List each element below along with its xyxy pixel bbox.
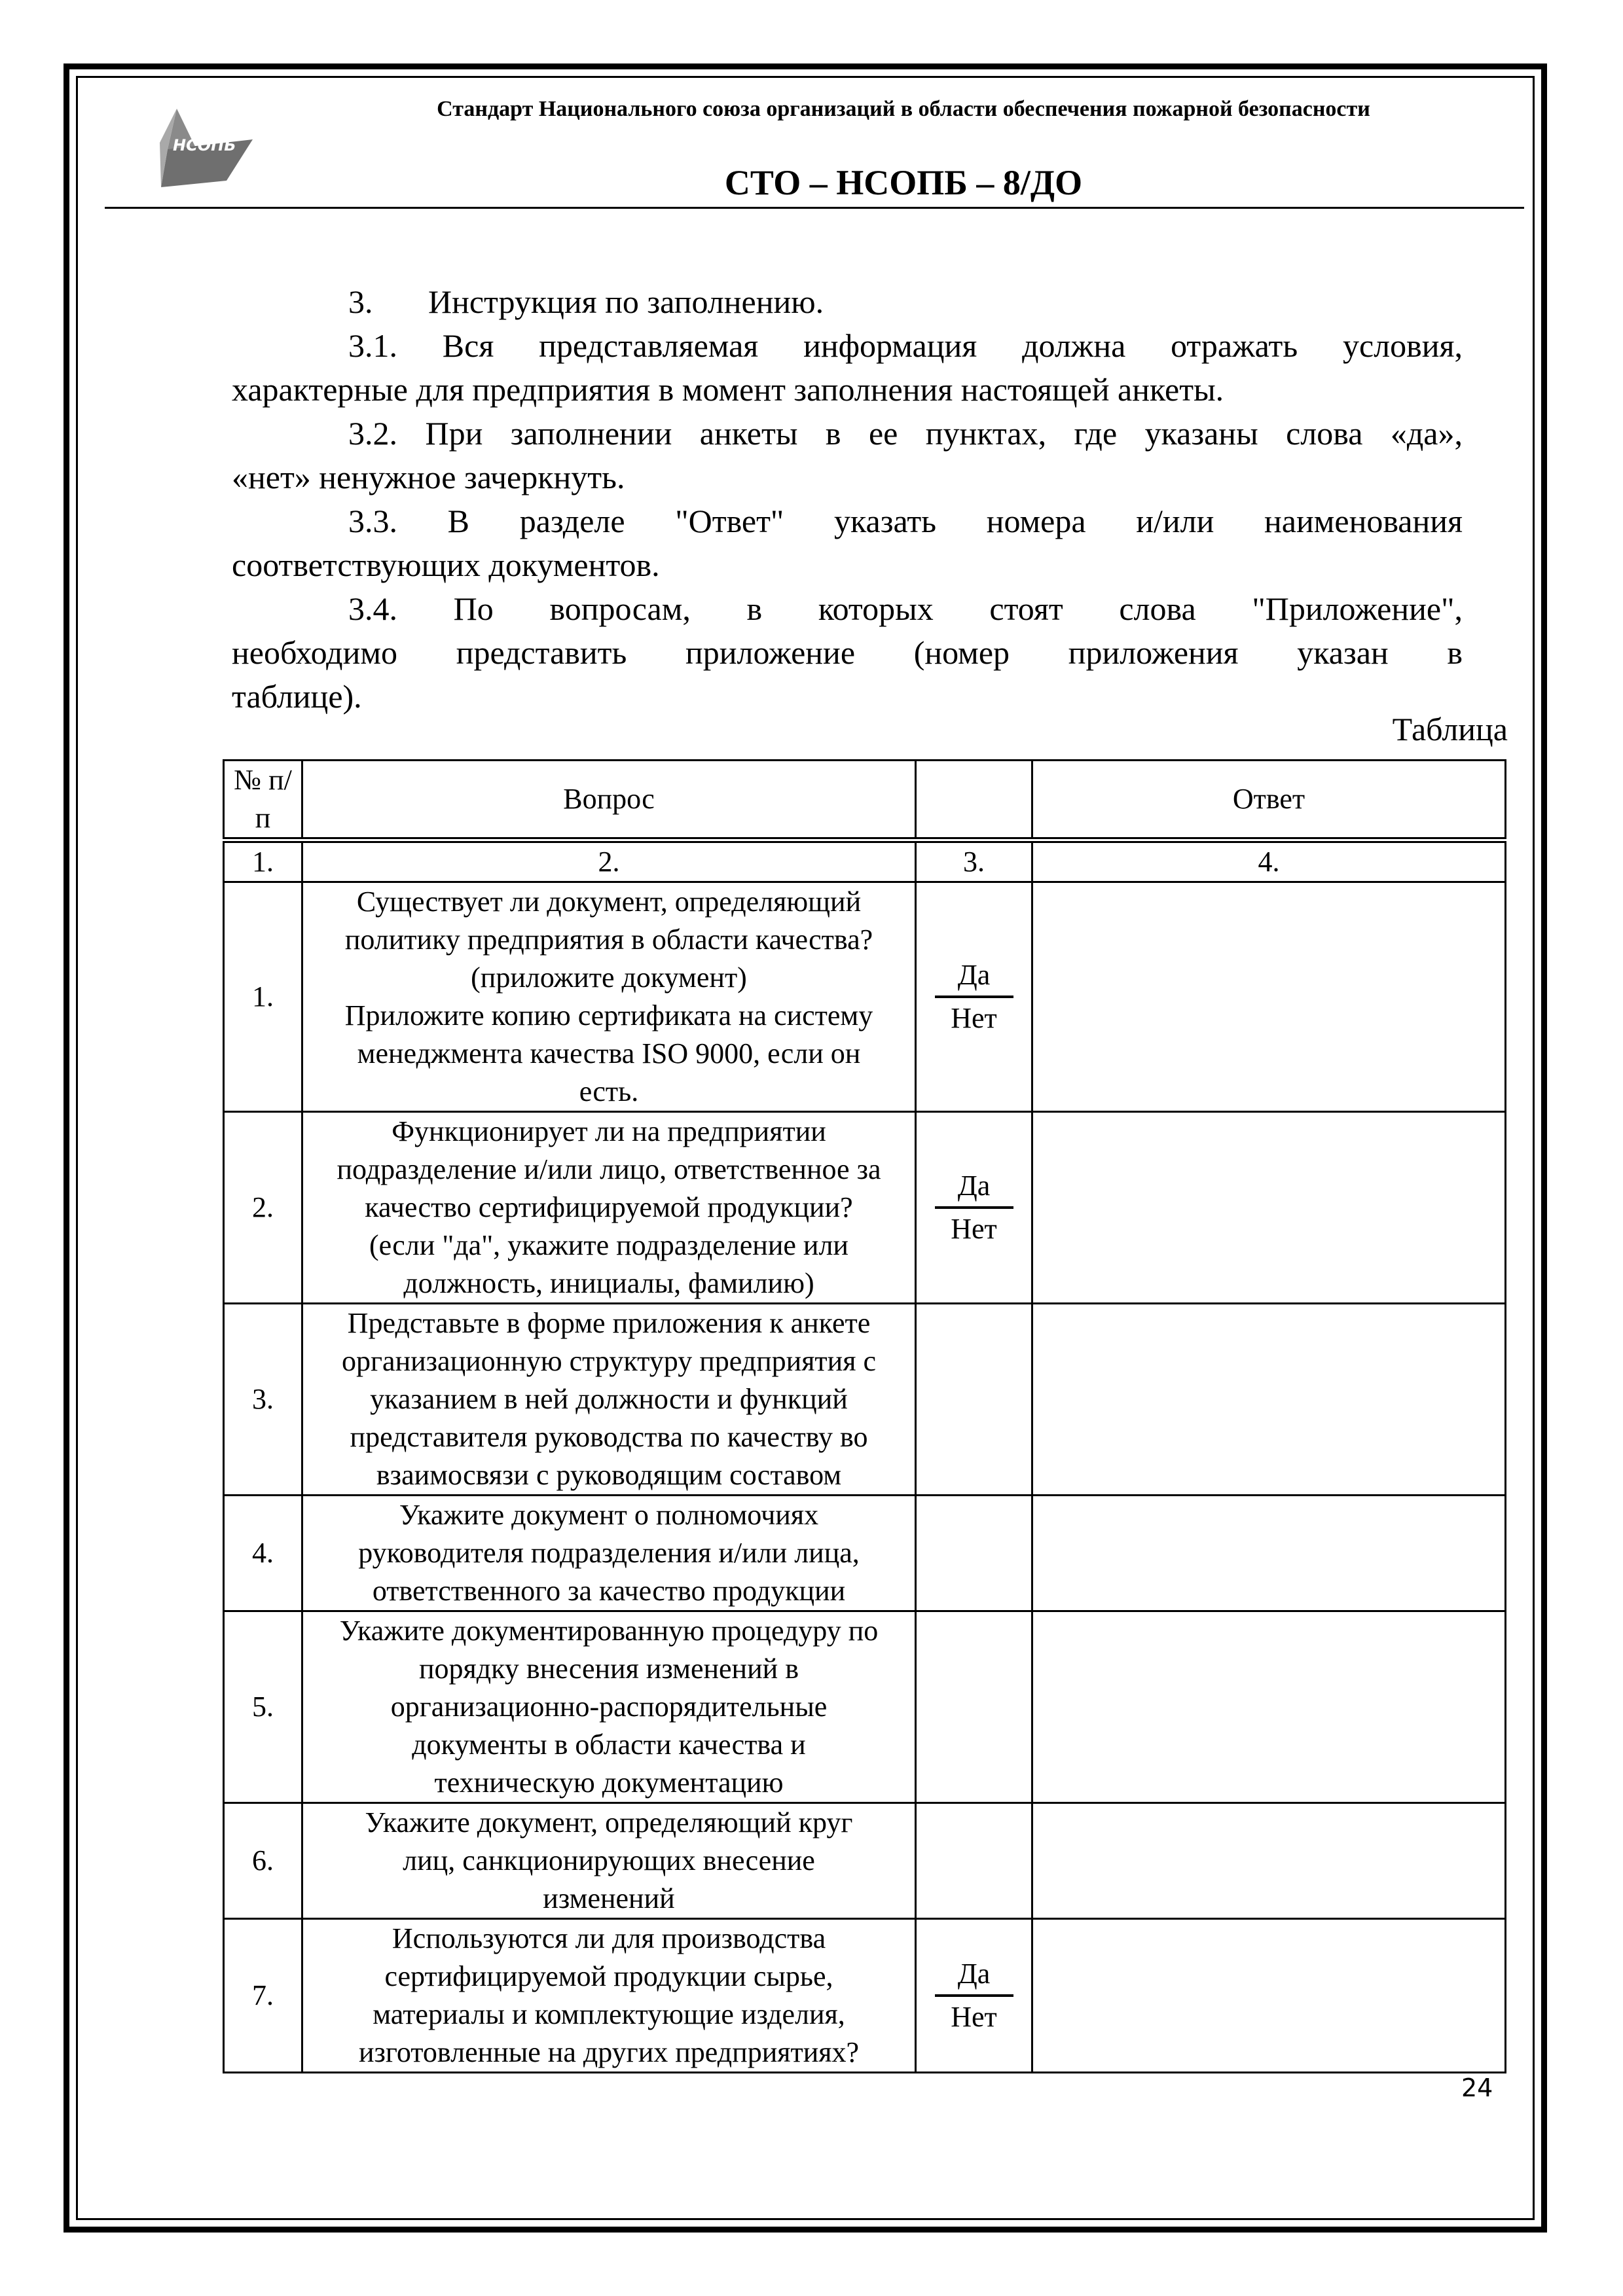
row-number: 6. <box>224 1803 302 1919</box>
question-line: качество сертифицируемой продукции? <box>365 1191 853 1223</box>
para-3-2-first: 3.2. При заполнении анкеты в ее пунктах, где указаны слова «да», <box>348 415 1463 452</box>
organization-title: Стандарт Национального союза организаций в области обеспечения пожарной безопасности <box>437 97 1370 121</box>
col3-cell[interactable] <box>916 1803 1032 1919</box>
para-3-1-rest: характерные для предприятия в момент заполнения настоящей анкеты. <box>232 371 1224 408</box>
question-line: представителя руководства по качеству во <box>350 1421 868 1453</box>
answer-cell[interactable] <box>1032 1803 1506 1919</box>
row-question <box>302 882 916 1112</box>
column-numbers-row <box>224 842 1506 882</box>
col-number-3: 3. <box>916 842 1032 882</box>
col3-cell[interactable] <box>916 1611 1032 1803</box>
header-num: № п/п <box>224 761 302 838</box>
row-number: 1. <box>224 882 302 1112</box>
col-number-2: 2. <box>302 842 916 882</box>
yes-option[interactable]: Да <box>935 1167 1013 1209</box>
col-number-1: 1. <box>224 842 302 882</box>
table-row <box>224 1112 1506 1304</box>
question-line: Приложите копию сертификата на систему <box>344 999 873 1031</box>
yes-option[interactable]: Да <box>935 956 1013 998</box>
question-line: должность, инициалы, фамилию) <box>403 1267 814 1299</box>
row-number: 7. <box>224 1919 302 2073</box>
para-3-3-first: 3.3. В разделе "Ответ" указать номера и/или наименования <box>348 503 1463 539</box>
question-line: политику предприятия в области качества? <box>344 924 873 956</box>
question-line: Укажите документированную процедуру по <box>339 1615 879 1647</box>
question-line: сертифицируемой продукции сырье, <box>384 1960 833 1992</box>
questionnaire-table <box>223 841 1506 2073</box>
question-line: Представьте в форме приложения к анкете <box>347 1307 871 1339</box>
row-question <box>302 1919 916 2073</box>
table-row <box>224 1304 1506 1496</box>
col3-cell[interactable] <box>916 1304 1032 1496</box>
question-line: взаимосвязи с руководящим составом <box>376 1459 842 1491</box>
instructions-heading <box>232 280 1463 324</box>
yes-no-choice[interactable] <box>916 1919 1032 2073</box>
answer-cell[interactable] <box>1032 1496 1506 1611</box>
question-line: порядку внесения изменений в <box>419 1653 799 1685</box>
row-question <box>302 1611 916 1803</box>
row-number: 3. <box>224 1304 302 1496</box>
question-line: организационно-распорядительные <box>390 1691 828 1723</box>
document-code: СТО – НСОПБ – 8/ДО <box>724 163 1083 202</box>
question-line: Функционирует ли на предприятии <box>392 1115 826 1147</box>
question-line: руководителя подразделения и/или лица, <box>358 1537 860 1569</box>
header-answer: Ответ <box>1032 761 1506 838</box>
question-line: Укажите документ, определяющий круг <box>365 1806 853 1839</box>
table-row <box>224 1611 1506 1803</box>
question-line: Существует ли документ, определяющий <box>356 886 862 918</box>
question-line: есть. <box>579 1075 639 1107</box>
question-line: Используются ли для производства <box>392 1922 826 1954</box>
row-question <box>302 1496 916 1611</box>
table-row <box>224 1496 1506 1611</box>
yes-no-choice[interactable] <box>916 882 1032 1112</box>
yes-no-choice[interactable] <box>916 1112 1032 1304</box>
nsopb-logo <box>155 103 253 188</box>
question-line: Укажите документ о полномочиях <box>399 1499 819 1531</box>
table-row <box>224 1803 1506 1919</box>
answer-cell[interactable] <box>1032 1112 1506 1304</box>
table-row <box>224 882 1506 1112</box>
page-number: 24 <box>1461 2073 1493 2102</box>
table-caption: Таблица <box>1392 711 1508 747</box>
row-number: 5. <box>224 1611 302 1803</box>
questionnaire-header-table <box>223 759 1506 839</box>
no-option[interactable]: Нет <box>951 1213 997 1245</box>
answer-cell[interactable] <box>1032 1919 1506 2073</box>
question-line: техническую документацию <box>434 1767 784 1799</box>
question-line: ответственного за качество продукции <box>372 1575 846 1607</box>
question-line: (если "да", укажите подразделение или <box>369 1229 848 1261</box>
logo-text: НСОПБ <box>173 136 236 154</box>
para-3-1-first: 3.1. Вся представляемая информация должна отражать условия, <box>348 327 1463 364</box>
question-line: документы в области качества и <box>412 1729 806 1761</box>
para-3-4-last: таблице). <box>232 678 362 715</box>
question-line: менеджмента качества ISO 9000, если он <box>357 1037 861 1069</box>
header-divider <box>105 207 1524 209</box>
heading-number: 3. <box>348 283 373 320</box>
col-number-4: 4. <box>1032 842 1506 882</box>
answer-cell[interactable] <box>1032 1304 1506 1496</box>
row-question <box>302 1112 916 1304</box>
header-question: Вопрос <box>302 761 916 838</box>
row-number: 4. <box>224 1496 302 1611</box>
table-header-row <box>224 761 1506 838</box>
question-line: указанием в ней должности и функций <box>370 1383 848 1415</box>
instructions-block <box>232 280 1463 719</box>
question-line: материалы и комплектующие изделия, <box>373 1998 845 2030</box>
question-line: (приложите документ) <box>471 961 747 994</box>
question-line: изменений <box>543 1882 675 1914</box>
row-question <box>302 1304 916 1496</box>
answer-cell[interactable] <box>1032 882 1506 1112</box>
no-option[interactable]: Нет <box>951 1002 997 1034</box>
table-row <box>224 1919 1506 2073</box>
col3-cell[interactable] <box>916 1496 1032 1611</box>
para-3-2-rest: «нет» ненужное зачеркнуть. <box>232 459 625 495</box>
heading-text: Инструкция по заполнению. <box>428 283 824 320</box>
answer-cell[interactable] <box>1032 1611 1506 1803</box>
row-number: 2. <box>224 1112 302 1304</box>
question-line: лиц, санкционирующих внесение <box>403 1844 815 1876</box>
question-line: подразделение и/или лицо, ответственное за <box>337 1153 881 1185</box>
para-3-4-mid: необходимо представить приложение (номер приложения указан в <box>232 634 1463 671</box>
para-3-4-first: 3.4. По вопросам, в которых стоят слова "Приложение", <box>348 590 1463 627</box>
row-question <box>302 1803 916 1919</box>
question-line: организационную структуру предприятия с <box>342 1345 876 1377</box>
para-3-3-rest: соответствующих документов. <box>232 547 660 583</box>
header-col3 <box>916 761 1032 838</box>
yes-option[interactable]: Да <box>935 1955 1013 1997</box>
question-line: изготовленные на других предприятиях? <box>358 2036 860 2068</box>
no-option[interactable]: Нет <box>951 2001 997 2033</box>
